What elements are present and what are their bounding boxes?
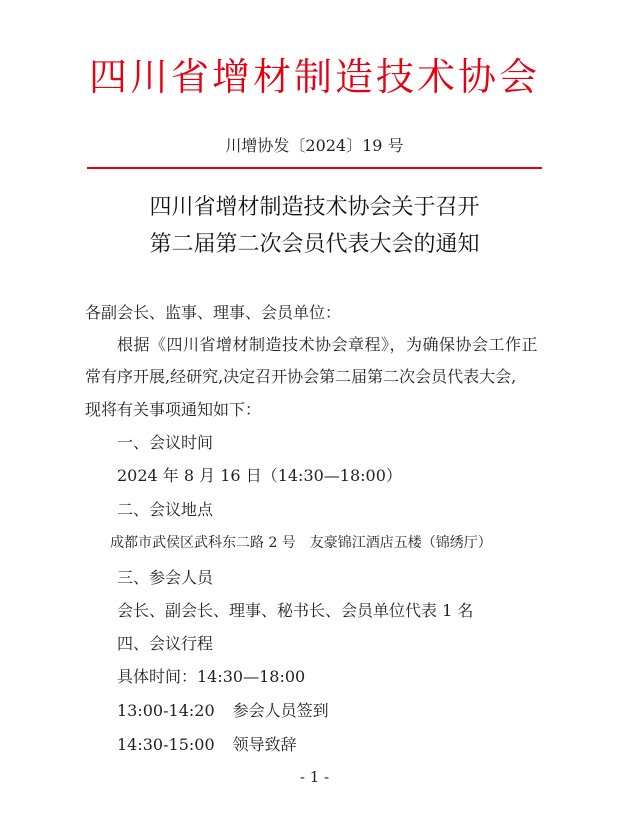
agenda-item-time: 14:30-15:00	[117, 735, 215, 754]
letterhead-divider	[87, 167, 542, 169]
section-heading-place: 二、会议地点	[117, 500, 214, 519]
section-heading-agenda: 四、会议行程	[117, 634, 214, 653]
agenda-item	[117, 698, 329, 721]
meeting-time-value: 2024 年 8 月 16 日（14:30—18:00）	[117, 466, 402, 485]
notice-title-line-2: 第二届第二次会员代表大会的通知	[149, 232, 480, 257]
section-heading-attendees: 三、参会人员	[117, 568, 214, 587]
intro-paragraph-line-3: 现将有关事项通知如下：	[85, 400, 262, 419]
agenda-item	[117, 732, 297, 755]
document-number: 川增协发〔2024〕19 号	[225, 136, 404, 155]
agenda-item-activity: 领导致辞	[232, 735, 297, 754]
salutation: 各副会长、监事、理事、会员单位：	[85, 303, 342, 322]
page-number: - 1 -	[299, 768, 330, 786]
org-letterhead: 四川省增材制造技术协会	[88, 55, 540, 99]
agenda-item-activity: 参会人员签到	[232, 701, 329, 720]
meeting-place-value: 成都市武侯区武科东二路 2 号 友豪锦江酒店五楼（锦绣厅）	[110, 535, 492, 551]
notice-title-line-1: 四川省增材制造技术协会关于召开	[149, 195, 480, 220]
intro-paragraph-line-1: 根据《四川省增材制造技术协会章程》，为确保协会工作正	[117, 335, 539, 354]
section-heading-time: 一、会议时间	[117, 433, 214, 452]
agenda-item-time: 13:00-14:20	[117, 701, 215, 720]
attendees-value: 会长、副会长、理事、秘书长、会员单位代表 1 名	[117, 601, 474, 620]
intro-paragraph-line-2: 常有序开展,经研究,决定召开协会第二届第二次会员代表大会,	[85, 367, 517, 386]
agenda-specific-time: 具体时间：14:30—18:00	[117, 667, 306, 686]
